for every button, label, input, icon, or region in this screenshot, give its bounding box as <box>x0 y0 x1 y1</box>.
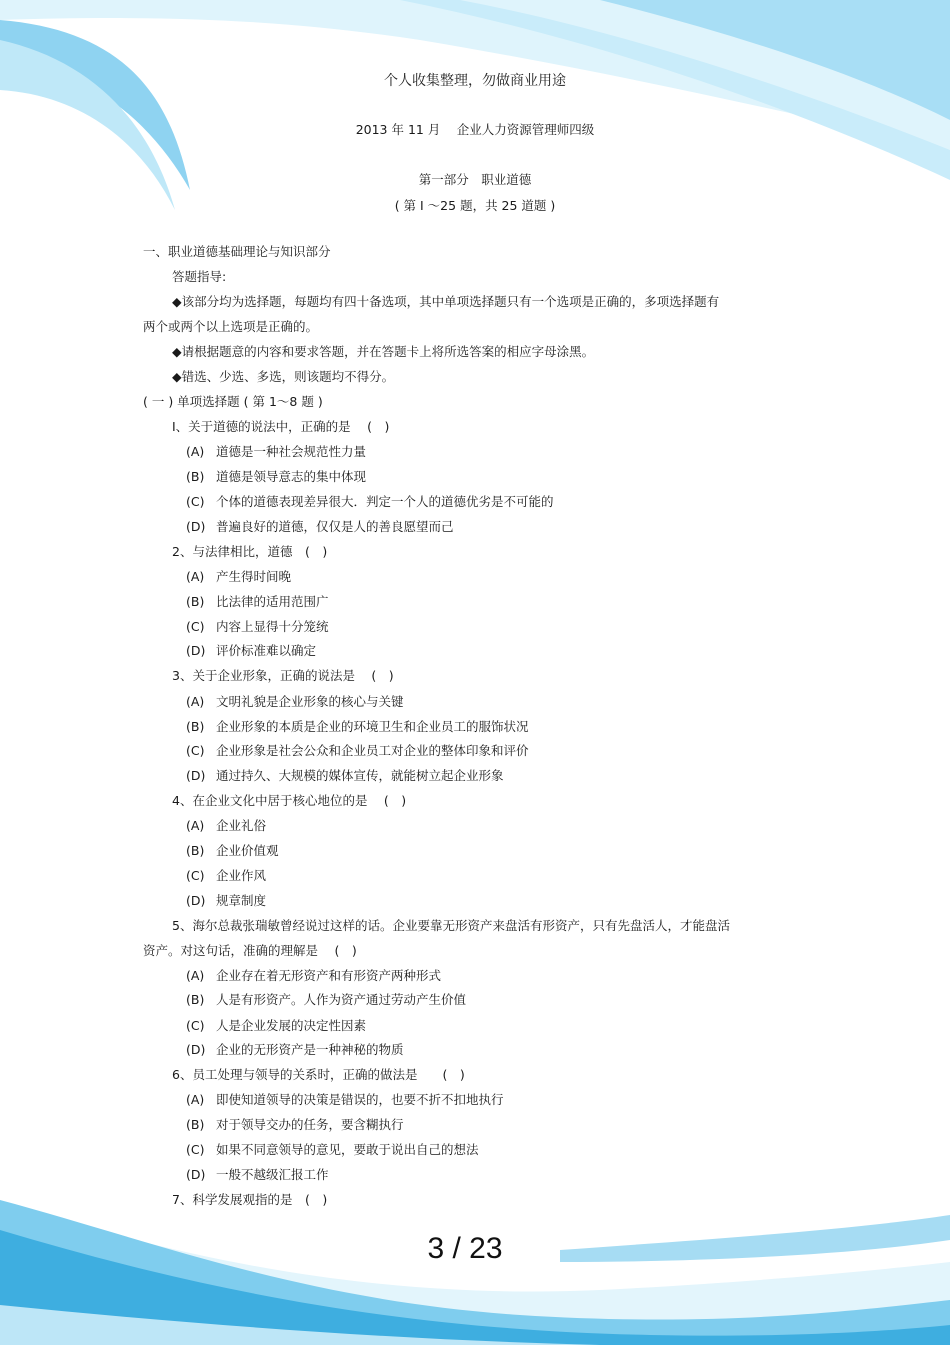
instructions-title: 答题指导: <box>172 269 227 284</box>
instruction-item: ◆请根据题意的内容和要求答题，并在答题卡上将所选答案的相应字母涂黑。 <box>172 344 595 359</box>
option-text: 企业价值观 <box>216 843 279 858</box>
question-option <box>186 619 329 635</box>
option-letter: (A) <box>186 1092 205 1107</box>
option-text: 道德是一种社会规范性力量 <box>216 444 367 459</box>
question-option <box>186 719 529 735</box>
option-text: 规章制度 <box>216 893 267 908</box>
option-text: 企业存在着无形资产和有形资产两种形式 <box>216 968 442 983</box>
question-option <box>186 1167 329 1183</box>
option-letter: (C) <box>186 868 205 883</box>
option-letter: (C) <box>186 494 205 509</box>
option-letter: (B) <box>186 594 205 609</box>
option-letter: (B) <box>186 469 205 484</box>
option-text: 企业的无形资产是一种神秘的物质 <box>216 1042 404 1057</box>
question-option <box>186 694 404 710</box>
option-text: 道德是领导意志的集中体现 <box>216 469 367 484</box>
option-text: 企业作风 <box>216 868 267 883</box>
option-letter: (B) <box>186 843 205 858</box>
subsection-heading: ( 一 ) 单项选择题 ( 第 1～8 题 ) <box>143 394 323 409</box>
option-letter: (C) <box>186 619 205 634</box>
option-text: 企业礼俗 <box>216 818 267 833</box>
option-text: 比法律的适用范围广 <box>216 594 329 609</box>
question-option <box>186 594 329 610</box>
question-stem: 6、员工处理与领导的关系时，正确的做法是 ( ) <box>172 1067 465 1082</box>
question-option <box>186 444 366 460</box>
question-option <box>186 992 466 1008</box>
question-option <box>186 569 291 585</box>
option-letter: (D) <box>186 1167 206 1182</box>
option-letter: (B) <box>186 719 205 734</box>
option-text: 企业形象是社会公众和企业员工对企业的整体印象和评价 <box>216 743 529 758</box>
option-letter: (A) <box>186 818 205 833</box>
option-letter: (C) <box>186 743 205 758</box>
document-title: 2013 年 11 月 企业人力资源管理师四级 <box>355 122 595 137</box>
instruction-item: ◆错选、少选、多选，则该题均不得分。 <box>172 369 395 384</box>
part-title: 第一部分 职业道德 <box>418 172 532 187</box>
question-option <box>186 818 266 834</box>
question-option <box>186 1042 404 1058</box>
option-letter: (C) <box>186 1142 205 1157</box>
option-letter: (A) <box>186 968 205 983</box>
option-text: 如果不同意领导的意见，要敢于说出自己的想法 <box>216 1142 479 1157</box>
option-letter: (A) <box>186 444 205 459</box>
option-text: 文明礼貌是企业形象的核心与关键 <box>216 694 404 709</box>
option-text: 产生得时间晚 <box>216 569 292 584</box>
question-option <box>186 968 441 984</box>
section-heading: 一、职业道德基础理论与知识部分 <box>143 244 331 259</box>
question-option <box>186 768 504 784</box>
option-letter: (D) <box>186 519 206 534</box>
question-stem: 3、关于企业形象，正确的说法是 ( ) <box>172 668 394 683</box>
part-range: ( 第 I ～25 题，共 25 道题 ) <box>394 198 556 213</box>
page-number: 3 / 23 <box>427 1232 503 1265</box>
question-stem: 5、海尔总裁张瑞敏曾经说过这样的话。企业要靠无形资产来盘活有形资产，只有先盘活人，才能盘活 <box>172 918 730 933</box>
question-option <box>186 893 266 909</box>
option-text: 通过持久、大规模的媒体宣传，就能树立起企业形象 <box>216 768 504 783</box>
question-option <box>186 519 454 535</box>
option-letter: (A) <box>186 694 205 709</box>
instruction-item: ◆该部分均为选择题，每题均有四十备选项，其中单项选择题只有一个选项是正确的，多项选择题有 <box>172 294 720 309</box>
option-letter: (D) <box>186 643 206 658</box>
option-text: 普遍良好的道德，仅仅是人的善良愿望而己 <box>216 519 454 534</box>
watermark-text: 个人收集整理，勿做商业用途 <box>384 73 566 89</box>
option-text: 评价标准难以确定 <box>216 643 317 658</box>
option-text: 内容上显得十分笼统 <box>216 619 329 634</box>
question-option <box>186 1117 404 1133</box>
option-text: 个体的道德表现差异很大．判定一个人的道德优劣是不可能的 <box>216 494 554 509</box>
option-letter: (D) <box>186 893 206 908</box>
question-stem-continued: 资产。对这句话，准确的理解是 ( ) <box>143 943 357 958</box>
option-text: 即使知道领导的决策是错误的，也要不折不扣地执行 <box>216 1092 504 1107</box>
question-stem: 4、在企业文化中居于核心地位的是 ( ) <box>172 793 407 808</box>
option-letter: (D) <box>186 768 206 783</box>
question-option <box>186 1142 479 1158</box>
question-stem: 7、科学发展观指的是 ( ) <box>172 1192 328 1207</box>
question-option <box>186 868 266 884</box>
option-letter: (C) <box>186 1018 205 1033</box>
option-letter: (B) <box>186 992 205 1007</box>
question-option <box>186 643 316 659</box>
question-option <box>186 494 554 510</box>
question-option <box>186 1018 366 1034</box>
question-option <box>186 1092 504 1108</box>
question-option <box>186 743 529 759</box>
option-text: 人是企业发展的决定性因素 <box>216 1018 367 1033</box>
option-text: 一般不越级汇报工作 <box>216 1167 329 1182</box>
question-option <box>186 469 366 485</box>
option-text: 人是有形资产。人作为资产通过劳动产生价值 <box>216 992 467 1007</box>
question-stem: I、关于道德的说法中，正确的是 ( ) <box>172 419 390 434</box>
question-stem: 2、与法律相比，道德 ( ) <box>172 544 328 559</box>
option-text: 对于领导交办的任务，要含糊执行 <box>216 1117 404 1132</box>
question-option <box>186 843 279 859</box>
option-letter: (B) <box>186 1117 205 1132</box>
option-text: 企业形象的本质是企业的环境卫生和企业员工的服饰状况 <box>216 719 529 734</box>
option-letter: (A) <box>186 569 205 584</box>
option-letter: (D) <box>186 1042 206 1057</box>
instruction-item: 两个或两个以上选项是正确的。 <box>143 319 319 334</box>
